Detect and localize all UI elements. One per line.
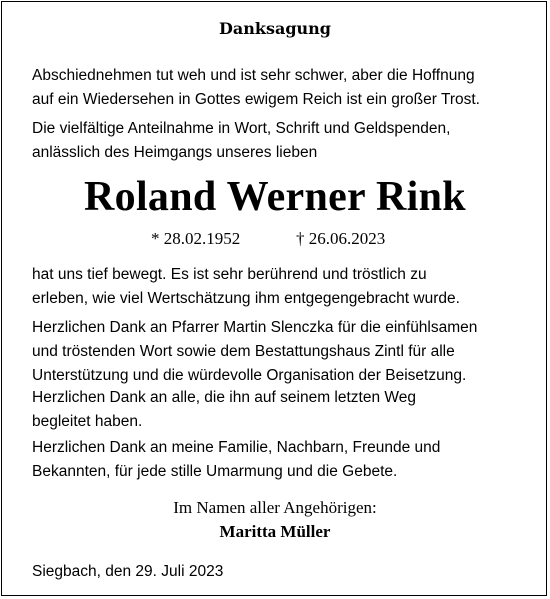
intro-paragraph xyxy=(32,64,532,112)
place-date-line: Siegbach, den 29. Juli 2023 xyxy=(32,563,224,580)
thanks-all-paragraph xyxy=(32,386,532,434)
intro-line: auf ein Wiedersehen in Gottes ewigem Reich ist ein großer Trost. xyxy=(32,91,480,108)
thanks-pastor-line: Unterstützung und die würdevolle Organisation der Beisetzung. xyxy=(32,367,467,384)
thanks-pastor-line: und tröstenden Wort sowie dem Bestattungshaus Zintl für alle xyxy=(32,343,455,360)
thanks-pastor-line: Herzlichen Dank an Pfarrer Martin Slenczka für die einfühlsamen xyxy=(32,319,478,336)
signer-name: Maritta Müller xyxy=(219,522,331,541)
thanks-all-line: Herzlichen Dank an alle, die ihn auf seinem letzten Weg xyxy=(32,389,416,406)
sympathy-paragraph xyxy=(32,117,532,165)
deceased-name: Roland Werner Rink xyxy=(84,174,466,220)
thanks-family-paragraph xyxy=(32,436,532,484)
moved-paragraph xyxy=(32,263,532,311)
thanks-family-line: Bekannten, für jede stille Umarmung und die Gebete. xyxy=(32,463,398,480)
place-date xyxy=(32,560,532,584)
moved-line: hat uns tief bewegt. Es ist sehr berührend und tröstlich zu xyxy=(32,266,427,283)
death-date: † 26.06.2023 xyxy=(296,229,386,248)
sympathy-line: anlässlich des Heimgangs unseres lieben xyxy=(32,144,318,161)
intro-line: Abschiednehmen tut weh und ist sehr schwer, aber die Hoffnung xyxy=(32,67,475,84)
thanks-all-line: begleitet haben. xyxy=(32,413,143,430)
sympathy-line: Die vielfältige Anteilnahme in Wort, Schrift und Geldspenden, xyxy=(32,120,451,137)
thanks-pastor-paragraph xyxy=(32,316,532,388)
on-behalf-line: Im Namen aller Angehörigen: xyxy=(173,498,377,517)
moved-line: erleben, wie viel Wertschätzung ihm entgegengebracht wurde. xyxy=(32,290,460,307)
thanks-family-line: Herzlichen Dank an meine Familie, Nachbarn, Freunde und xyxy=(32,439,441,456)
birth-date: * 28.02.1952 xyxy=(151,229,241,248)
notice-heading: Danksagung xyxy=(219,19,331,38)
